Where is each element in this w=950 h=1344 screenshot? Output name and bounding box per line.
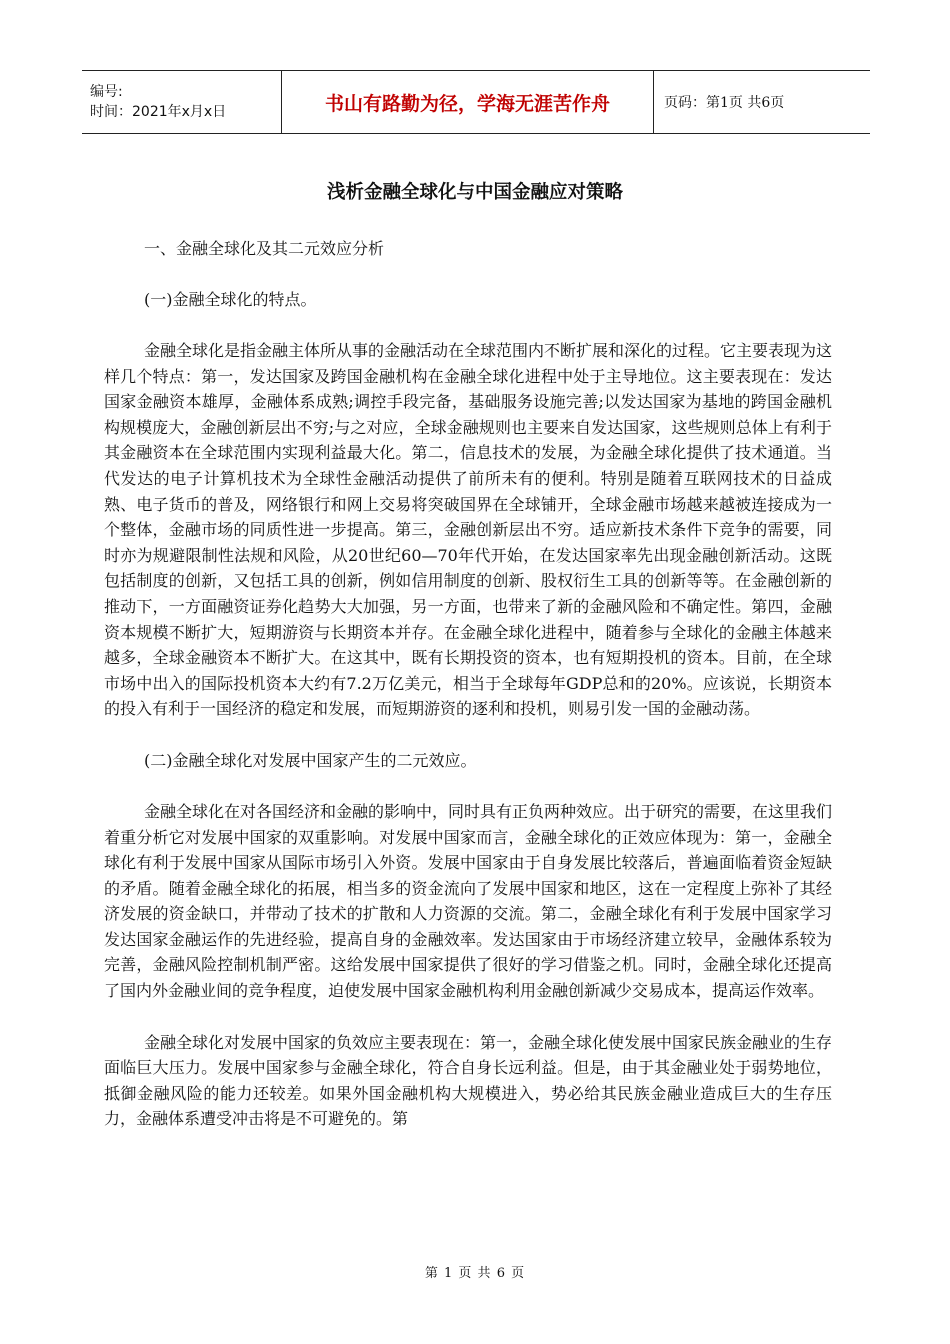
subsection-heading: (二)金融全球化对发展中国家产生的二元效应。: [144, 750, 477, 770]
page-footer: 第 1 页 共 6 页: [424, 1266, 526, 1281]
paragraph: 金融全球化对发展中国家的负效应主要表现在：第一，金融全球化使发展中国家民族金融业的生存面临巨大压力。发展中国家参与金融全球化，符合自身长远利益。但是，由于其金融业处于弱势地位，抵御金融风险的能力还较差。如果外国金融机构大规模进入，势必给其民族金融业造成巨大的生存压力，金融体系遭受冲击将是不可避免的。第: [104, 1032, 833, 1129]
document-title: 浅析金融全球化与中国金融应对策略: [326, 182, 623, 203]
document-body: [104, 236, 832, 1158]
paragraph: 金融全球化在对各国经济和金融的影响中，同时具有正负两种效应。出于研究的需要，在这里我们着重分析它对发展中国家的双重影响。对发展中国家而言，金融全球化的正效应体现为：第一，金融全球化有利于发展中国家从国际市场引入外资。发展中国家由于自身发展比较落后，普遍面临着资金短缺的矛盾。随着金融全球化的拓展，相当多的资金流向了发展中国家和地区，这在一定程度上弥补了其经济发展的资金缺口，并带动了技术的扩散和人力资源的交流。第二，金融全球化有利于发展中国家学习发达国家金融运作的先进经验，提高自身的金融效率。发达国家由于市场经济建立较早，金融体系较为完善，金融风险控制机制严密。这给发展中国家提供了很好的学习借鉴之机。同时，金融全球化还提高了国内外金融业间的竞争程度，迫使发展中国家金融机构利用金融创新减少交易成本，提高运作效率。: [104, 801, 833, 1001]
paragraph: 金融全球化是指金融主体所从事的金融活动在全球范围内不断扩展和深化的过程。它主要表现为这样几个特点：第一，发达国家及跨国金融机构在金融全球化进程中处于主导地位。这主要表现在：发达国家金融资本雄厚，金融体系成熟;调控手段完备，基础服务设施完善;以发达国家为基地的跨国金融机构规模庞大，金融创新层出不穷;与之对应，全球金融规则也主要来自发达国家，这些规则总体上有利于其金融资本在全球范围内实现利益最大化。第二，信息技术的发展，为金融全球化提供了技术通道。当代发达的电子计算机技术为全球性金融活动提供了前所未有的便利。特别是随着互联网技术的日益成熟、电子货币的普及，网络银行和网上交易将突破国界在全球铺开，全球金融市场越来越被连接成为一个整体，金融市场的同质性进一步提高。第三，金融创新层出不穷。适应新技术条件下竞争的需要，同时亦为规避限制性法规和风险，从20世纪60—70年代开始，在发达国家率先出现金融创新活动。这既包括制度的创新，又包括工具的创新，例如信用制度的创新、股权衍生工具的创新等等。在金融创新的推动下，一方面融资证券化趋势大大加强，另一方面，也带来了新的金融风险和不确定性。第四，金融资本规模不断扩大，短期游资与长期资本并存。在金融全球化进程中，随着参与全球化的金融主体越来越多，全球金融资本不断扩大。在这其中，既有长期投资的资本，也有短期投机的资本。目前，在全球市场中出入的国际投机资本大约有7.2万亿美元，相当于全球每年GDP总和的20%。应该说，长期资本的投入有利于一国经济的稳定和发展，而短期游资的逐利和投机，则易引发一国的金融动荡。: [104, 341, 833, 719]
serial-label: 编号:: [90, 84, 123, 100]
time-label: 时间：2021年x月x日: [90, 104, 227, 120]
document-header: [82, 70, 870, 134]
header-meta: [82, 71, 282, 133]
header-motto: 书山有路勤为径，学海无涯苦作舟: [282, 71, 654, 133]
header-page-info: 页码：第1页 共6页: [664, 95, 785, 111]
subsection-heading: (一)金融全球化的特点。: [144, 290, 317, 309]
section-heading: 一、金融全球化及其二元效应分析: [144, 239, 385, 258]
